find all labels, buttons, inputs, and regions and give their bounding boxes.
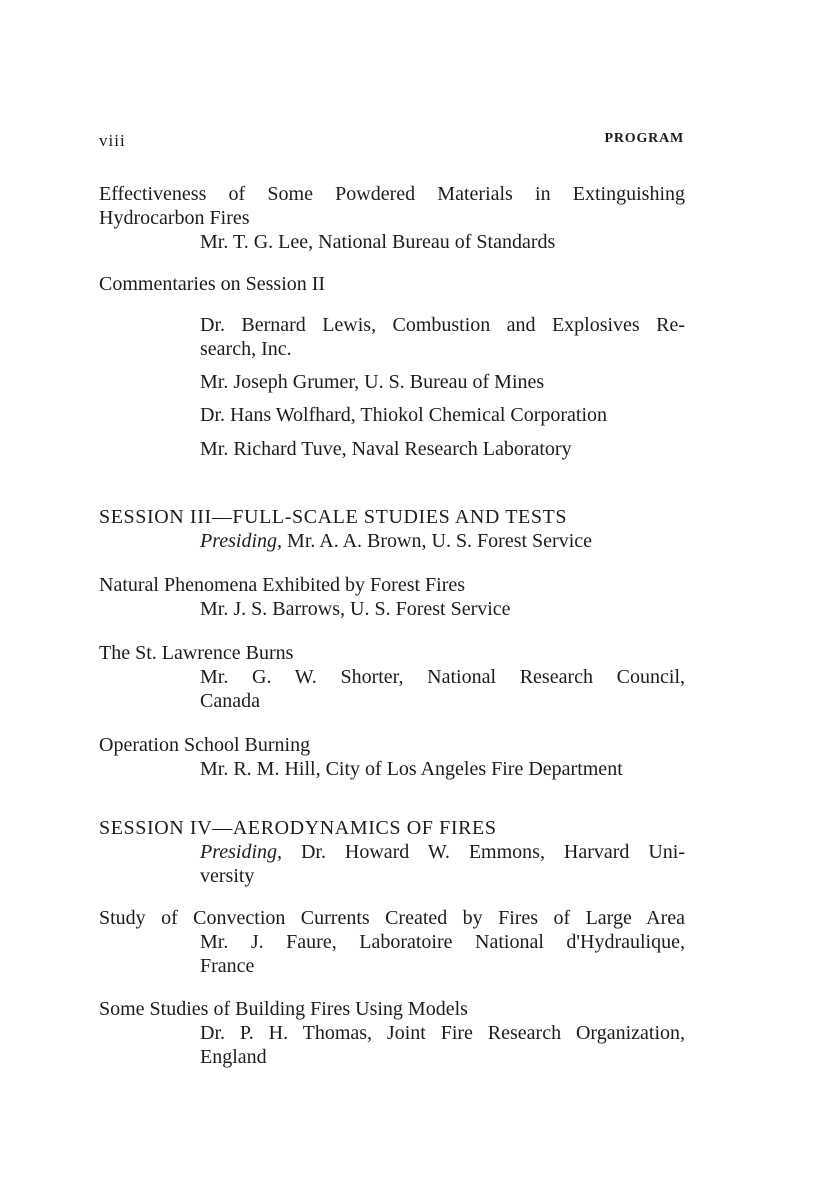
paper-title: The St. Lawrence Burns: [99, 642, 294, 664]
paper-author-continued: France: [200, 955, 255, 977]
presiding-label: Presiding,: [200, 530, 283, 552]
commentator-entry: [99, 437, 685, 461]
paper-author-continued: Canada: [200, 690, 260, 712]
commentaries-heading: [99, 272, 685, 296]
program-entry: [99, 733, 685, 781]
program-entry: [99, 573, 685, 621]
paper-title: Natural Phenomena Exhibited by Forest Fires: [99, 574, 466, 596]
commentator: Mr. Joseph Grumer, U. S. Bureau of Mines: [200, 371, 545, 393]
commentaries-title: Commentaries on Session II: [99, 273, 326, 295]
commentator: Dr. Hans Wolfhard, Thiokol Chemical Corporation: [200, 404, 608, 426]
commentator-entry: [99, 370, 685, 394]
commentator-entry: [99, 403, 685, 427]
session-title: SESSION IV—AERODYNAMICS OF FIRES: [99, 817, 497, 839]
presiding-continued: versity: [200, 865, 255, 887]
paper-author: Mr. J. S. Barrows, U. S. Forest Service: [200, 598, 511, 620]
paper-author: Mr. T. G. Lee, National Bureau of Standards: [200, 231, 556, 253]
program-entry: [99, 906, 685, 978]
paper-title: Effectiveness of Some Powdered Materials in Extinguishing: [99, 183, 685, 205]
presiding-name: Dr. Howard W. Emmons, Harvard Uni-: [282, 841, 685, 863]
paper-author: Mr. J. Faure, Laboratoire National d'Hydraulique,: [200, 931, 685, 953]
commentator: Dr. Bernard Lewis, Combustion and Explosives Re-: [200, 314, 685, 336]
program-entry: [99, 641, 685, 713]
paper-author: Mr. G. W. Shorter, National Research Council,: [200, 666, 685, 688]
presiding-name: Mr. A. A. Brown, U. S. Forest Service: [282, 530, 593, 552]
paper-author-continued: England: [200, 1046, 267, 1068]
session-heading: [99, 816, 685, 888]
paper-title: Some Studies of Building Fires Using Models: [99, 998, 468, 1020]
commentator-entry: [99, 313, 685, 361]
paper-title-continued: Hydrocarbon Fires: [99, 207, 250, 229]
program-entry: [99, 182, 685, 254]
program-entry: [99, 997, 685, 1069]
commentator: Mr. Richard Tuve, Naval Research Laboratory: [200, 438, 572, 460]
presiding-label: Presiding,: [200, 841, 283, 863]
paper-author: Dr. P. H. Thomas, Joint Fire Research Organization,: [200, 1022, 685, 1044]
paper-title: Study of Convection Currents Created by Fires of Large Area: [99, 907, 685, 929]
commentator-continued: search, Inc.: [200, 338, 292, 360]
running-title: PROGRAM: [604, 131, 684, 146]
session-title: SESSION III—FULL-SCALE STUDIES AND TESTS: [99, 506, 568, 528]
paper-title: Operation School Burning: [99, 734, 311, 756]
paper-author: Mr. R. M. Hill, City of Los Angeles Fire Department: [200, 758, 623, 780]
page-number: viii: [99, 131, 126, 150]
session-heading: [99, 505, 685, 553]
